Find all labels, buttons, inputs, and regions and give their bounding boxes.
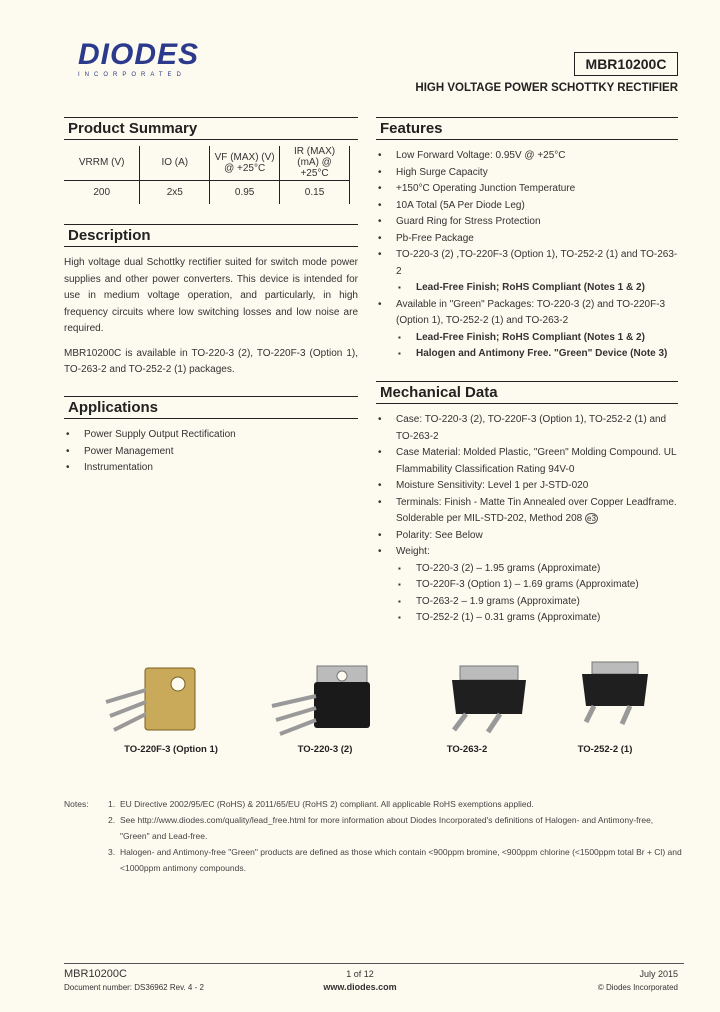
product-summary-table (64, 146, 350, 204)
description-section (64, 224, 358, 379)
product-summary-section (64, 117, 358, 204)
list-item: • Polarity: See Below (376, 528, 678, 545)
footer-page-number: 1 of 12 (346, 969, 374, 979)
list-subitem: ▪ TO-263-2 – 1.9 grams (Approximate) (376, 594, 678, 611)
list-item: • Weight: (376, 544, 678, 561)
diodes-logo (78, 40, 208, 80)
list-item: • Power Management (64, 444, 358, 461)
e3-symbol-icon: e3 (587, 514, 596, 523)
note-text: EU Directive 2002/95/EC (RoHS) & 2011/65/EU (RoHS 2) compliant. All applicable RoHS exemptions applied. (120, 799, 534, 809)
features-section (376, 117, 678, 363)
list-item: • Guard Ring for Stress Protection (376, 214, 678, 231)
table-row (64, 180, 350, 204)
note-text: Halogen- and Antimony-free "Green" products are defined as those which contain <900ppm bromine, <900ppm chlorine (<1500ppm total Br + Cl) and <1000ppm antimony compounds. (120, 847, 682, 873)
applications-section (64, 396, 358, 477)
mechanical-title: Mechanical Data (376, 381, 678, 404)
list-subitem: ▪ Lead-Free Finish; RoHS Compliant (Notes 1 & 2) (376, 330, 678, 347)
list-subitem: ▪ TO-220F-3 (Option 1) – 1.69 grams (Approximate) (376, 577, 678, 594)
footer-part-number: MBR10200C (64, 968, 127, 980)
package-label: TO-220F-3 (Option 1) (124, 744, 218, 755)
terminals-text: Terminals: Finish - Matte Tin Annealed over Copper Leadframe. Solderable per MIL-STD-202, Method 208 (396, 496, 677, 524)
applications-list (64, 427, 358, 477)
to252-package-image (566, 656, 666, 736)
table-header-cell: IR (MAX) (mA) @ +25°C (280, 146, 350, 180)
to263-package-image (430, 660, 540, 740)
list-item: • +150°C Operating Junction Temperature (376, 181, 678, 198)
list-item: • Power Supply Output Rectification (64, 427, 358, 444)
list-subitem: ▪ TO-220-3 (2) – 1.95 grams (Approximate) (376, 561, 678, 578)
description-title: Description (64, 224, 358, 247)
to220f-package-image (100, 660, 240, 740)
applications-title: Applications (64, 396, 358, 419)
list-subitem: ▪ Halogen and Antimony Free. "Green" Device (Note 3) (376, 346, 678, 363)
table-header-row (64, 146, 350, 180)
list-subitem: ▪ Lead-Free Finish; RoHS Compliant (Notes 1 & 2) (376, 280, 678, 297)
footer-copyright: © Diodes Incorporated (597, 983, 678, 992)
mechanical-section (376, 381, 678, 627)
logo-subtext: INCORPORATED (78, 72, 186, 78)
table-cell: 2x5 (140, 180, 210, 204)
list-item: • Instrumentation (64, 460, 358, 477)
description-paragraph: MBR10200C is available in TO-220-3 (2), TO-220F-3 (Option 1), TO-263-2 and TO-252-2 (1) packages. (64, 347, 358, 375)
list-item: • Case: TO-220-3 (2), TO-220F-3 (Option 1), TO-252-2 (1) and TO-263-2 (376, 412, 678, 445)
page-subtitle: HIGH VOLTAGE POWER SCHOTTKY RECTIFIER (415, 82, 678, 94)
to220-package-image (262, 660, 392, 740)
product-summary-title: Product Summary (64, 117, 358, 140)
description-paragraph: High voltage dual Schottky rectifier suited for switch mode power supplies and other power converters. This device is intended for use in medium voltage operation, and particularly, in high frequency circuits where low switching losses and low noise are required. (64, 257, 358, 334)
note-text: See http://www.diodes.com/quality/lead_free.html for more information about Diodes Incorporated's definitions of Halogen- and Antimony-free, "Green" and Lead-free. (120, 815, 654, 841)
table-header-cell: VF (MAX) (V) @ +25°C (210, 146, 280, 180)
mechanical-list (376, 412, 678, 627)
footer-date: July 2015 (639, 969, 678, 979)
list-item (376, 495, 678, 528)
list-subitem: ▪ TO-252-2 (1) – 0.31 grams (Approximate) (376, 610, 678, 627)
notes-section (64, 796, 684, 876)
list-item: • TO-220-3 (2) ,TO-220F-3 (Option 1), TO-252-2 (1) and TO-263-2 (376, 247, 678, 280)
part-number-box: MBR10200C (574, 52, 678, 76)
list-item: • Moisture Sensitivity: Level 1 per J-STD-020 (376, 478, 678, 495)
features-title: Features (376, 117, 678, 140)
list-item: • Low Forward Voltage: 0.95V @ +25°C (376, 148, 678, 165)
notes-label: Notes: (64, 799, 89, 809)
table-header-cell: IO (A) (140, 146, 210, 180)
footer-url-link[interactable]: www.diodes.com (323, 982, 397, 992)
note-row: 3. Halogen- and Antimony-free "Green" products are defined as those which contain <900ppm bromine, <900ppm chlorine (<1500ppm total Br + Cl) and <1000ppm antimony compounds. (64, 844, 684, 876)
table-cell: 200 (93, 186, 111, 198)
list-item: • Pb-Free Package (376, 231, 678, 248)
footer-divider (64, 963, 684, 964)
list-item: • 10A Total (5A Per Diode Leg) (376, 198, 678, 215)
features-list (376, 148, 678, 363)
logo-text: DIODES (78, 38, 200, 71)
table-cell: 0.95 (210, 180, 280, 204)
footer-document-number: Document number: DS36962 Rev. 4 - 2 (64, 983, 204, 992)
table-header-cell: VRRM (V) (64, 146, 140, 180)
list-item: • High Surge Capacity (376, 165, 678, 182)
package-label: TO-252-2 (1) (577, 744, 633, 755)
package-label: TO-220-3 (2) (297, 744, 353, 755)
table-cell: 0.15 (280, 180, 350, 204)
package-label: TO-263-2 (446, 744, 488, 755)
list-item: • Case Material: Molded Plastic, "Green" Molding Compound. UL Flammability Classification Rating 94V-0 (376, 445, 678, 478)
note-row: 2. See http://www.diodes.com/quality/lead_free.html for more information about Diodes Incorporated's definitions of Halogen- and Antimony-free, "Green" and Lead-free. (64, 812, 684, 844)
list-item: • Available in "Green" Packages: TO-220-3 (2) and TO-220F-3 (Option 1), TO-252-2 (1) and TO-263-2 (376, 297, 678, 330)
note-row: Notes: 1. EU Directive 2002/95/EC (RoHS) & 2011/65/EU (RoHS 2) compliant. All applicable RoHS exemptions applied. (64, 796, 684, 812)
